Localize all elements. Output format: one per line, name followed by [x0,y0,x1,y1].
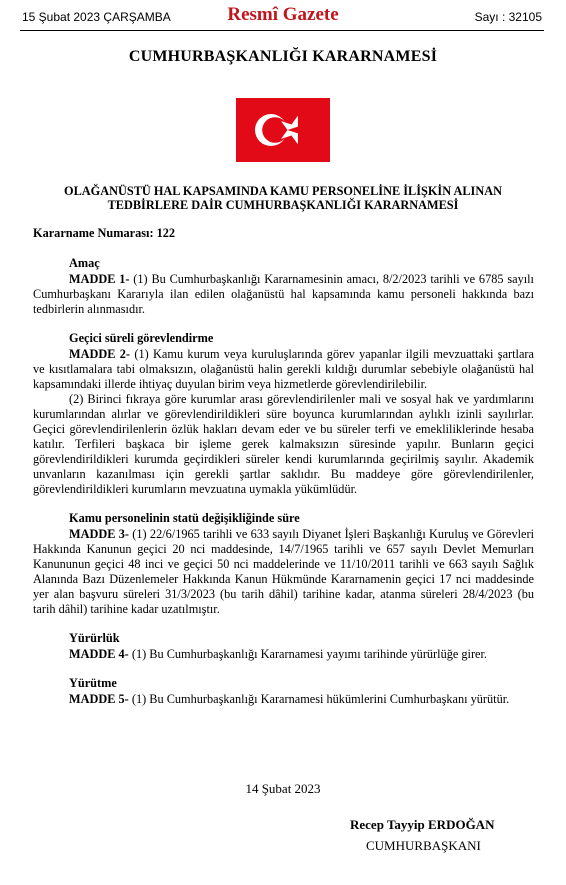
article-1-content: (1) Bu Cumhurbaşkanlığı Kararnamesinin amacı, 8/2/2023 tarihli ve 6785 sayılı Cumhurbaşkanı Kararıyla ilan edilen olağanüstü hal kapsamında kamu personeli hakkında bazı tedbirlerin alınmasıdır. [33,272,534,316]
article-4-text [33,647,534,662]
article-2-text [33,347,534,392]
article-5-heading: Yürütme [69,676,117,690]
article-1-text [33,272,534,317]
article-4-label: MADDE 4- [69,647,129,661]
header-date: 15 Şubat 2023 ÇARŞAMBA [22,10,171,24]
article-1-label: MADDE 1- [69,272,130,286]
gazette-title: Resmî Gazete [227,4,339,25]
document-type-heading: CUMHURBAŞKANLIĞI KARARNAMESİ [128,48,438,65]
article-2-label: MADDE 2- [69,347,131,361]
article-3-heading: Kamu personelinin statü değişikliğinde süre [69,511,300,525]
header-divider [20,30,544,31]
signatory-name: Recep Tayyip ERDOĞAN [350,817,495,832]
issue-number: Sayı : 32105 [474,10,542,24]
decree-title [40,184,526,212]
decree-body [33,226,534,707]
decree-title-line-2: TEDBİRLERE DAİR CUMHURBAŞKANLIĞI KARARNAMESİ [107,198,459,212]
article-4-content: (1) Bu Cumhurbaşkanlığı Kararnamesi yayımı tarihinde yürürlüğe girer. [128,647,488,661]
signatory-title: CUMHURBAŞKANI [366,838,481,853]
article-2-paragraph-2: (2) Birinci fıkraya göre kurumlar arası görevlendirilenler mali ve sosyal hak ve yardımlarını kurumlarından alırlar ve görevlendirildikleri süre boyunca kurumlarından aylıklı izinli sayılırlar. Geçici görevlendirilenlerin özlük hakları devam eder ve bu süreler terfi ve emekliliklerinde hesaba katılır. Terfileri başkaca bir işleme gerek kalmaksızın süresinde yapılır. Bunların geçici görevlendirildikleri kurumda geçirdikleri süreler kendi kurumlarında geçirilmiş sayılır. Akademik unvanların kazanılması için gerekli şartlar saklıdır. Bu maddeye göre görevlendirilenler, görevlendirildikleri kurumların mevzuatına uymakla yükümlüdür. [33,392,534,496]
decree-number: Kararname Numarası: 122 [33,226,176,240]
article-5-label: MADDE 5- [69,692,129,706]
article-3-text [33,527,534,617]
article-2-heading: Geçici süreli görevlendirme [69,331,214,345]
signature-date: 14 Şubat 2023 [245,781,321,796]
article-3-content: (1) 22/6/1965 tarihli ve 633 sayılı Diyanet İşleri Başkanlığı Kuruluş ve Görevleri Hakkında Kanunun geçici 20 nci maddesinde, 14/7/1965 tarihli ve 657 sayılı Devlet Memurları Kanununun geçici 48 inci ve geçici 50 nci maddelerinde ve 11/10/2011 tarihli ve 663 sayılı Sağlık Alanında Bazı Düzenlemeler Hakkında Kanun Hükmünde Kararnamenin geçici 17 nci maddesinde yer alan başvuru süreleri 31/3/2023 (bu tarih dâhil) tarihine kadar, atanma süreleri 28/4/2023 (bu tarih dâhil) tarihine kadar uzatılmıştır. [33,527,534,616]
article-1-heading: Amaç [69,256,100,270]
article-5-text [33,692,534,707]
article-3-label: MADDE 3- [69,527,129,541]
turkish-flag-icon [236,98,330,162]
article-5-content: (1) Bu Cumhurbaşkanlığı Kararnamesi hükümlerini Cumhurbaşkanı yürütür. [128,692,510,706]
article-4-heading: Yürürlük [69,631,120,645]
decree-title-line-1: OLAĞANÜSTÜ HAL KAPSAMINDA KAMU PERSONELİNE İLİŞKİN ALINAN [64,184,502,198]
article-2-content: (1) Kamu kurum veya kuruluşlarında görev yapanlar ilgili mevzuattaki şartlara ve kısıtlamalara tabi olmaksızın, olağanüstü halin gerekli kıldığı durumlar sebebiyle olağanüstü hal kapsamındaki illerde ihtiyaç duyulan birim veya hizmetlerde görevlendirilebilir. [33,347,534,391]
